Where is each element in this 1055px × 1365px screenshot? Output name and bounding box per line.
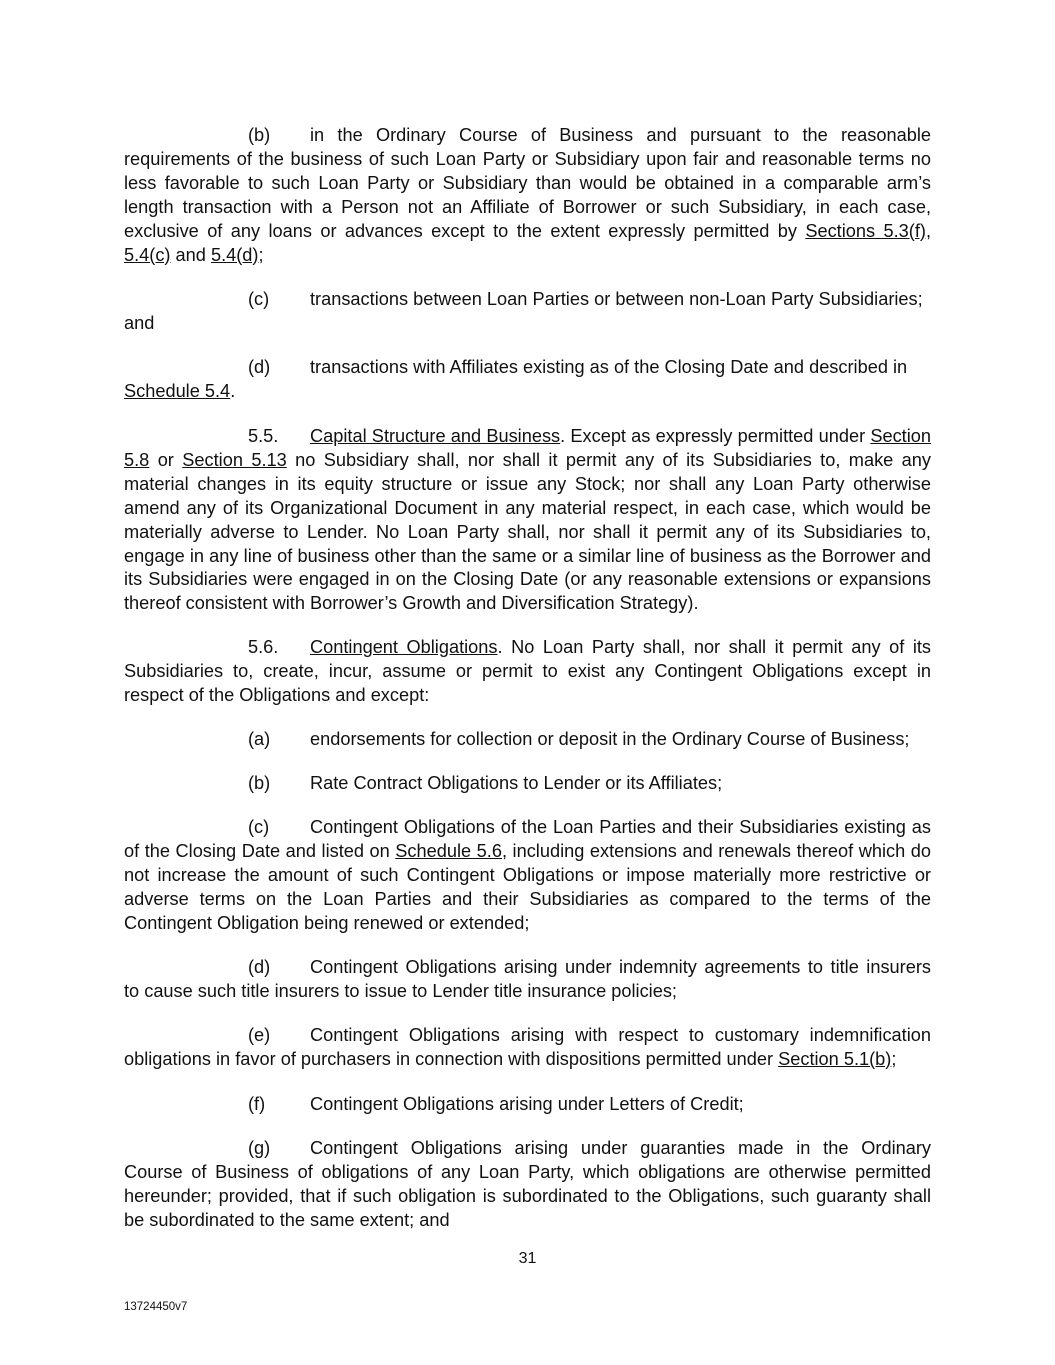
clause-c-existing-contingent-obligations: (c) Contingent Obligations of the Loan Parties and their Subsidiaries existing as of the Closing Date and listed on Schedule 5.6, including extensions and renewals thereof which do not increase the amount of such Contingent Obligations or impose materially more restrictive or adverse terms on the Loan Parties and their Subsidiaries as compared to the terms of the Contingent Obligation being renewed or extended;	[124, 817, 931, 933]
cross-reference: Schedule 5.4	[124, 381, 231, 401]
document-id: 13724450v7	[124, 1301, 188, 1313]
section-5-6-contingent-obligations: 5.6. Contingent Obligations. No Loan Party shall, nor shall it permit any of its Subsidiaries to, create, incur, assume or permit to exist any Contingent Obligations except in respect of the Obligations and except:	[124, 637, 932, 705]
cross-reference: Section 5.1(b)	[778, 1048, 892, 1069]
clause-d-continuation: Schedule 5.4.	[124, 381, 236, 401]
clause-d-existing-affiliate-transactions: (d) transactions with Affiliates existing as of the Closing Date and described in	[248, 357, 908, 377]
clause-b-affiliate-transactions: (b) in the Ordinary Course of Business and pursuant to the reasonable requirements of the business of such Loan Party or Subsidiary upon fair and reasonable terms no less favorable to such Loan Party or Subsidiary than would be obtained in a comparable arm’s length transaction with a Person not an Affiliate of Borrower or such Subsidiary, in each case, exclusive of any loans or advances except to the extent expressly permitted by Sections 5.3(f), 5.4(c) and 5.4(d);	[124, 125, 931, 265]
cross-reference: Sections 5.3(f)	[805, 220, 926, 241]
clause-b-rate-contract: (b) Rate Contract Obligations to Lender or its Affiliates;	[248, 773, 723, 793]
clause-c-continuation: and	[124, 313, 155, 333]
cross-reference: Schedule 5.6	[395, 840, 502, 861]
page-number: 31	[518, 1250, 537, 1267]
clause-d-title-insurers: (d) Contingent Obligations arising under indemnity agreements to title insurers to cause such title insurers to issue to Lender title insurance policies;	[124, 957, 931, 1001]
clause-c-loan-party-transactions: (c) transactions between Loan Parties or between non-Loan Party Subsidiaries;	[248, 289, 923, 309]
section-heading: Capital Structure and Business	[310, 426, 561, 446]
clause-g-guaranties: (g) Contingent Obligations arising under guaranties made in the Ordinary Course of Business of obligations of any Loan Party, which obligations are otherwise permitted hereunder; provided, that if such obligation is subordinated to the Obligations, such guaranty shall be subordinated to the same extent; and	[124, 1138, 931, 1230]
clause-e-indemnification: (e) Contingent Obligations arising with respect to customary indemnification obligations in favor of purchasers in connection with dispositions permitted under Section 5.1(b);	[124, 1025, 931, 1069]
cross-reference: Section 5.8	[124, 426, 931, 470]
clause-f-letters-of-credit: (f) Contingent Obligations arising under Letters of Credit;	[248, 1094, 744, 1114]
cross-reference: 5.4(c)	[124, 244, 171, 265]
section-heading: Contingent Obligations	[310, 637, 498, 657]
clause-a-endorsements: (a) endorsements for collection or deposit in the Ordinary Course of Business;	[248, 729, 910, 749]
section-5-5-capital-structure: 5.5. Capital Structure and Business. Except as expressly permitted under Section 5.8 or Section 5.13 no Subsidiary shall, nor shall it permit any of its Subsidiaries to, make any material changes in its equity structure or issue any Stock; nor shall any Loan Party otherwise amend any of its Organizational Document in any material respect, in each case, which would be materially adverse to Lender. No Loan Party shall, nor shall it permit any of its Subsidiaries to, engage in any line of business other than the same or a similar line of business as the Borrower and its Subsidiaries were engaged in on the Closing Date (or any reasonable extensions or expansions thereof consistent with Borrower’s Growth and Diversification Strategy).	[124, 426, 931, 614]
cross-reference: 5.4(d)	[210, 244, 259, 265]
cross-reference: Section 5.13	[182, 449, 287, 470]
